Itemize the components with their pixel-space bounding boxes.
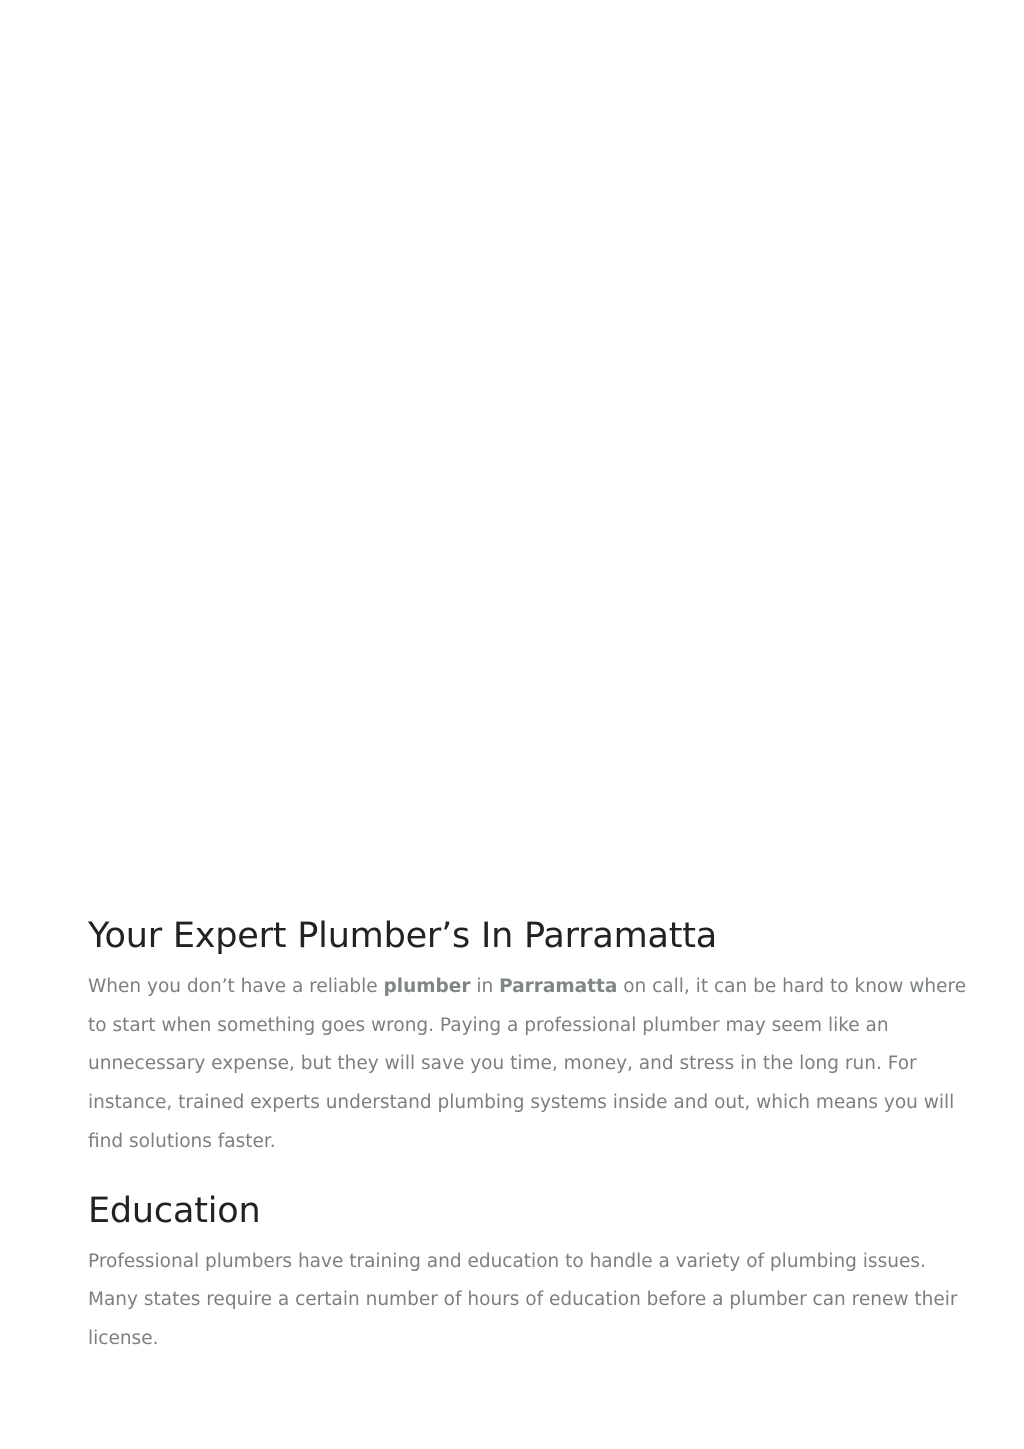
section-heading-expert-plumber: Your Expert Plumber’s In Parramatta bbox=[88, 916, 718, 956]
article-content bbox=[88, 910, 968, 1359]
keyword-parramatta: Parramatta bbox=[499, 976, 618, 997]
education-paragraph: Professional plumbers have training and education to handle a variety of plumbing issues. Many states require a certain number of hours of education before a plumber can renew their license. bbox=[88, 1250, 958, 1349]
section-heading-education: Education bbox=[88, 1190, 261, 1231]
keyword-plumber: plumber bbox=[383, 976, 471, 997]
intro-text-middle: in bbox=[470, 976, 500, 997]
intro-paragraph bbox=[88, 968, 968, 1162]
intro-text-after: on call, it can be hard to know where to start when something goes wrong. Paying a professional plumber may seem like an unnecessary expense, but they will save you time, money, and stress in the long run. For instance, trained experts understand plumbing systems inside and out, which means you will find solutions faster. bbox=[88, 976, 967, 1152]
intro-text-before: When you don’t have a reliable bbox=[88, 976, 384, 997]
